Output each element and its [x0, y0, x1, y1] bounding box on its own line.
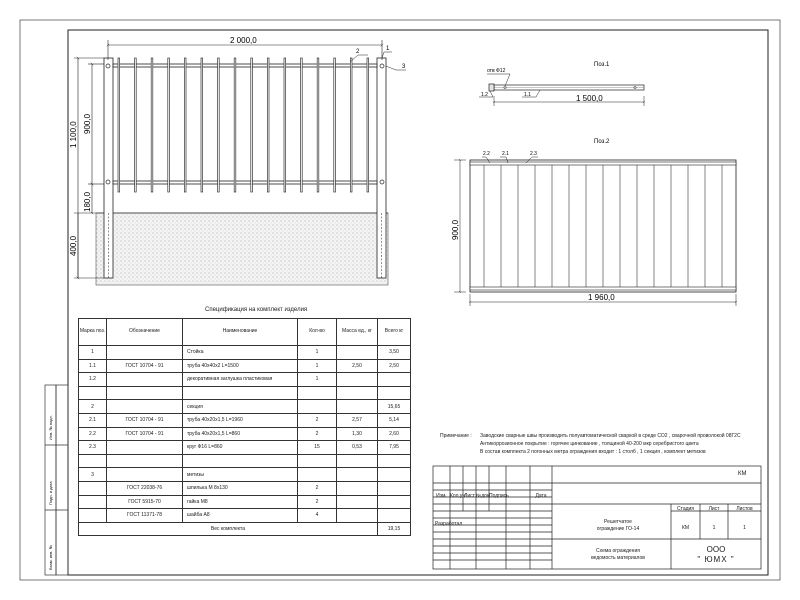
spec-cell: метизы	[183, 468, 298, 482]
spec-cell: Стойка	[183, 346, 298, 360]
pos2-detail	[451, 139, 736, 306]
tb-col-data: Дата	[535, 493, 547, 499]
callout-2: 2	[356, 49, 360, 55]
spec-cell	[337, 495, 378, 509]
spec-cell	[378, 481, 411, 495]
spec-cell	[79, 509, 107, 523]
spec-cell: ГОСТ 5915-70	[107, 495, 183, 509]
spec-cell	[107, 386, 183, 400]
spec-total-label: Вес комплекта	[79, 522, 378, 536]
fence-picket	[284, 58, 286, 192]
spec-cell	[183, 386, 298, 400]
tb-sheet-h: Лист	[708, 506, 720, 512]
tb-object-2: ограждение ГО-14	[596, 526, 640, 532]
spec-cell: круг Ф16 L=860	[183, 441, 298, 455]
pos1-callout-11: 1.1	[524, 92, 531, 98]
spec-cell	[298, 468, 337, 482]
spec-cell	[79, 495, 107, 509]
fence-picket	[267, 58, 269, 192]
spec-cell: ГОСТ 11371-78	[107, 509, 183, 523]
stamp-text-3: Взам. инв. №	[48, 545, 53, 570]
pos1-length: 1 500,0	[576, 94, 603, 103]
spec-cell: 7,95	[378, 441, 411, 455]
fence-picket	[151, 58, 153, 192]
fence-elevation	[69, 36, 406, 285]
spec-cell: 4	[298, 509, 337, 523]
spec-cell: 2.1	[79, 413, 107, 427]
stamp-text-1: Инв. № подл.	[48, 415, 53, 440]
fence-picket	[201, 58, 203, 192]
pos1-callout-12: 1.2	[481, 92, 488, 98]
fence-picket	[367, 58, 369, 192]
spec-cell: 1	[298, 359, 337, 373]
fence-picket	[168, 58, 170, 192]
spec-cell: 1.1	[79, 359, 107, 373]
tb-doc-2: ведомость материалов	[591, 555, 645, 561]
spec-cell: 2	[298, 481, 337, 495]
tb-col-izm: Изм.	[436, 493, 447, 499]
fence-pickets	[118, 58, 369, 192]
spec-cell	[298, 386, 337, 400]
spec-row	[79, 359, 411, 373]
pos2-callout-22: 2.2	[483, 151, 490, 157]
spec-cell	[107, 400, 183, 414]
spec-row	[79, 468, 411, 482]
pos2-height: 900,0	[451, 219, 460, 240]
spec-header-cell: Наименование	[183, 319, 298, 346]
fence-picket	[317, 58, 319, 192]
dim-height-total: 1 100,0	[69, 121, 78, 148]
spec-cell	[337, 509, 378, 523]
spec-row	[79, 495, 411, 509]
dim-height-ground: 400,0	[69, 235, 78, 256]
spec-cell	[298, 400, 337, 414]
tb-col-ndok: №док.	[476, 493, 491, 499]
spec-cell	[337, 454, 378, 468]
spec-cell	[378, 509, 411, 523]
pos2-title: Поз.2	[594, 139, 610, 145]
spec-cell	[378, 454, 411, 468]
spec-cell	[107, 346, 183, 360]
fence-picket	[118, 58, 120, 192]
spec-header-cell: Кол-во	[298, 319, 337, 346]
pos2-callout-21: 2.1	[502, 151, 509, 157]
note-line-3: В состав комплекта 2 погонных метра ограждения входит : 1 столб , 1 секция , комплект метизов	[480, 449, 706, 455]
pos1-hole-label: отв Ф12	[487, 68, 506, 74]
spec-cell: 2,50	[337, 359, 378, 373]
callout-1: 1	[386, 46, 390, 52]
spec-cell	[378, 495, 411, 509]
spec-cell	[298, 454, 337, 468]
spec-header-cell: Всего кг	[378, 319, 411, 346]
spec-cell	[378, 468, 411, 482]
spec-cell	[79, 481, 107, 495]
spec-cell	[79, 386, 107, 400]
dim-height-section: 900,0	[83, 113, 92, 134]
spec-cell	[337, 386, 378, 400]
spec-cell: 15,65	[378, 400, 411, 414]
ground-area	[96, 213, 388, 285]
spec-cell	[337, 468, 378, 482]
spec-cell	[337, 400, 378, 414]
tb-sheet: 1	[712, 525, 716, 531]
stamp-text-2: Подп. и дата	[48, 481, 53, 505]
note-line-1: Заводские сварные швы производить полуавтоматической сваркой в среде СО2 , сварочной проволокой 08Г2С	[480, 433, 741, 439]
spec-cell: 1,30	[337, 427, 378, 441]
spec-cell: 2,57	[337, 413, 378, 427]
spec-cell: 1	[79, 346, 107, 360]
spec-cell: декоративная заглушка пластиковая	[183, 373, 298, 387]
fence-picket	[334, 58, 336, 192]
spec-cell: 1.2	[79, 373, 107, 387]
tb-stage-h: Стадия	[676, 506, 695, 512]
tb-code: КМ	[738, 471, 747, 477]
spec-row	[79, 427, 411, 441]
spec-row	[79, 346, 411, 360]
spec-cell	[337, 481, 378, 495]
dim-width: 2 000,0	[230, 36, 257, 45]
pos2-width: 1 960,0	[588, 293, 615, 302]
spec-cell: 5,14	[378, 413, 411, 427]
spec-cell: 2.3	[79, 441, 107, 455]
spec-row	[79, 481, 411, 495]
spec-cell: 15	[298, 441, 337, 455]
spec-cell: труба 40х20х1,5 L=1960	[183, 413, 298, 427]
spec-cell	[79, 454, 107, 468]
spec-cell: секция	[183, 400, 298, 414]
spec-cell	[107, 441, 183, 455]
spec-header-cell: Обозначение	[107, 319, 183, 346]
spec-cell: 0,53	[337, 441, 378, 455]
spec-row	[79, 441, 411, 455]
spec-cell	[107, 373, 183, 387]
fence-picket	[135, 58, 137, 192]
spec-cell: 2	[79, 400, 107, 414]
tb-object-1: Решетчатое	[604, 519, 632, 525]
dim-height-gap: 180,0	[83, 191, 92, 212]
tb-sheets: 1	[743, 525, 746, 531]
spec-cell: 2	[298, 427, 337, 441]
spec-cell: 2.2	[79, 427, 107, 441]
spec-cell: ГОСТ 10704 - 91	[107, 359, 183, 373]
fence-picket	[251, 58, 253, 192]
spec-table	[78, 318, 411, 536]
tb-col-podpis: Подпись	[489, 493, 509, 499]
spec-row	[79, 386, 411, 400]
pos2-callout-23: 2.3	[530, 151, 537, 157]
spec-cell	[107, 454, 183, 468]
tb-col-koluch: Кол.уч	[450, 493, 465, 499]
spec-row	[79, 509, 411, 523]
spec-cell	[337, 373, 378, 387]
spec-cell: 1	[298, 346, 337, 360]
spec-row	[79, 400, 411, 414]
spec-cell	[107, 468, 183, 482]
callout-3: 3	[402, 64, 406, 70]
note-label: Примечание :	[440, 433, 472, 439]
spec-title: Спецификация на комплект изделия	[205, 307, 308, 313]
pos1-detail	[479, 62, 644, 106]
spec-cell	[378, 386, 411, 400]
spec-cell: ГОСТ 10704 - 91	[107, 427, 183, 441]
spec-header-cell: Масса ед., кг	[337, 319, 378, 346]
note-line-2: Антикоррозионное покрытие : горячее цинкование , толщиной 40-200 мкр серебристого цвета	[480, 441, 699, 447]
spec-row	[79, 413, 411, 427]
fence-picket	[234, 58, 236, 192]
title-block	[433, 466, 761, 569]
spec-header-row	[79, 319, 411, 346]
fence-picket	[301, 58, 303, 192]
spec-cell: 3,50	[378, 346, 411, 360]
spec-cell: труба 40х20х1,5 L=860	[183, 427, 298, 441]
spec-cell	[183, 454, 298, 468]
fence-picket	[350, 58, 352, 192]
spec-cell: 2	[298, 495, 337, 509]
spec-cell	[378, 373, 411, 387]
spec-cell: 2	[298, 413, 337, 427]
spec-cell: труба 40х40х2 L=1500	[183, 359, 298, 373]
tb-col-list: Лист	[464, 493, 475, 499]
spec-cell: 1	[298, 373, 337, 387]
spec-cell: ГОСТ 10704 - 91	[107, 413, 183, 427]
spec-cell: 2,50	[378, 359, 411, 373]
tb-developed: Разработал	[435, 521, 463, 527]
spec-total-value: 19,15	[378, 522, 411, 536]
spec-cell: шайба А8	[183, 509, 298, 523]
tb-company-1: ООО	[706, 545, 726, 554]
spec-cell	[337, 346, 378, 360]
fence-picket	[184, 58, 186, 192]
spec-cell: гайка М8	[183, 495, 298, 509]
tb-doc-1: Схема ограждения	[596, 548, 640, 554]
spec-row	[79, 373, 411, 387]
spec-row	[79, 454, 411, 468]
spec-header-cell: Марка поз.	[79, 319, 107, 346]
spec-cell: 2,60	[378, 427, 411, 441]
tb-sheets-h: Листов	[736, 506, 753, 512]
tb-company-2: " ЮМХ "	[697, 555, 735, 564]
spec-total-row	[79, 522, 411, 536]
spec-cell: шпилька М 8х130	[183, 481, 298, 495]
tb-stage: КМ	[681, 525, 690, 531]
pos1-title: Поз.1	[594, 62, 610, 68]
spec-cell: 3	[79, 468, 107, 482]
fence-picket	[218, 58, 220, 192]
spec-cell: ГОСТ 22038-76	[107, 481, 183, 495]
